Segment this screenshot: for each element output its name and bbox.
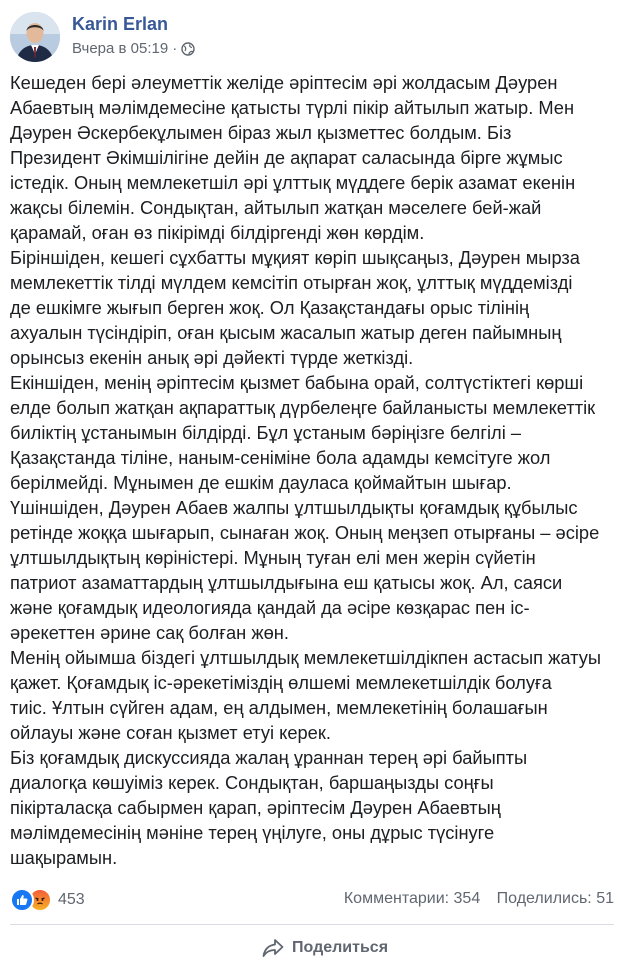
post-timestamp[interactable]: Вчера в 05:19 [72,40,169,57]
post-text-line: ахуалын түсіндіріп, оған қысым жасалып жатыр деген пайымның [10,322,562,343]
post-text-line: диалогқа көшуіміз керек. Сондықтан, баршаңызды соңғы [10,772,494,793]
post-text-line: мәлімдемесінің мәніне терең үңілуге, оны дұрыс түсінуге [10,822,495,843]
post-text-line: Үшіншіден, Дәурен Абаев жалпы ұлтшылдықты қоғамдық құбылыс [10,497,578,518]
stats-divider [10,924,614,925]
post-stats [10,884,614,914]
avatar[interactable] [10,12,60,62]
post-text-line: мемлекеттік тілді мүлдем кемсітіп отырған жоқ, ұлттық мүддемізді [10,272,573,293]
post-text-line: ұлтшылдықтың көріністері. Мұның туған елі мен жерін сүйетін [10,547,536,568]
shares-count[interactable]: Поделились: 51 [496,890,614,907]
post-text-line: биліктің ұстанымын білдірді. Бұл ұстаным бәріңізге белгілі – [10,422,522,443]
globe-icon[interactable] [181,42,195,56]
post-text-line: шақырамын. [10,847,118,868]
post-text-line: қажет. Қоғамдық іс-әрекетіміздің өлшемі мемлекетшілдік болуға [10,672,552,693]
post-text-line: істедік. Оның мемлекетшіл әрі ұлттық мүддеге берік азамат екенін [10,172,576,193]
author-name[interactable]: Karin Erlan [72,14,169,34]
post-text-line: берілмейді. Мұнымен де ешкім дауласа қоймайтын шығар. [10,472,512,493]
post-text-line: жақсы білемін. Сондықтан, айтылып жатқан мәселеге бей-жай [10,197,542,218]
post-text-line: қарамай, оған өз пікірімді білдіргенді жөн көрдім. [10,222,425,243]
post-text-line: тиіс. Ұлтын сүйген адам, ең алдымен, мемлекетінің болашағын [10,697,548,718]
post-text-line: пікірталасқа сабырмен қарап, әріптесім Дәурен Абаевтың [10,797,501,818]
comments-count[interactable]: Комментарии: 354 [343,890,481,907]
post-text-line: Біріншіден, кешегі сұхбатты мұқият көріп шықсаңыз, Дәурен мырза [10,247,580,268]
post-text-line: және қоғамдық идеологияда қандай да әсіре көзқарас пен іс- [10,597,530,618]
post-text-line: ойлауы және соған қызмет етуі керек. [10,722,331,743]
post-text-line: ретінде жоққа шығарып, сынаған жоқ. Оның меңзеп отырғаны – әсіре [10,522,600,543]
post-body [10,70,614,870]
post-meta [72,40,195,57]
post-text-line: елде болып жатқан ақпараттық дүрбелеңге байланысты мемлекеттік [10,397,596,418]
post-text-line: Кешеден бері әлеуметтік желіде әріптесім әрі жолдасым Дәурен [10,72,558,93]
share-button[interactable] [262,938,388,958]
post-text-line: Абаевтың мәлімдемесіне қатысты түрлі пікір айтылып жатыр. Мен [10,97,575,118]
share-arrow-icon [262,938,284,958]
post-text-line: Қазақстанда тіліне, наным-сеніміне бола адамды кемсітуге жол [10,447,551,468]
post-text-line: Менің ойымша біздегі ұлтшылдық мемлекетшілдікпен астасып жатуы [10,647,602,668]
post-header [10,12,610,64]
post-text-line: Дәурен Әскербекұлымен біраз жыл қызметтес болдым. Біз [10,122,512,143]
post-text-line: патриот азаматтардың ұлтшылдығына еш қатысы жоқ. Ал, саяси [10,572,563,593]
post-text-line: орынсыз екенін анық әрі дәйекті түрде жеткізді. [10,347,414,368]
reactions-count: 453 [58,891,85,908]
like-reaction-icon [10,888,34,912]
meta-separator: · [172,40,178,57]
reactions-summary[interactable] [10,888,85,912]
share-label: Поделиться [292,939,389,956]
post-text-line: де ешкімге жығып берген жоқ. Ол Қазақстандағы орыс тілінің [10,297,530,318]
post-text-line: Біз қоғамдық дискуссияда жалаң ұраннан терең әрі байыпты [10,747,528,768]
post-text-line: Президент Әкімшілігіне дейін де ақпарат саласында бірге жұмыс [10,147,563,168]
engagement-counts [344,890,614,908]
post-text-line: Екіншіден, менің әріптесім қызмет бабына орай, солтүстіктегі көрші [10,372,584,393]
post-text-line: әрекеттен әрине сақ болған жөн. [10,622,289,643]
